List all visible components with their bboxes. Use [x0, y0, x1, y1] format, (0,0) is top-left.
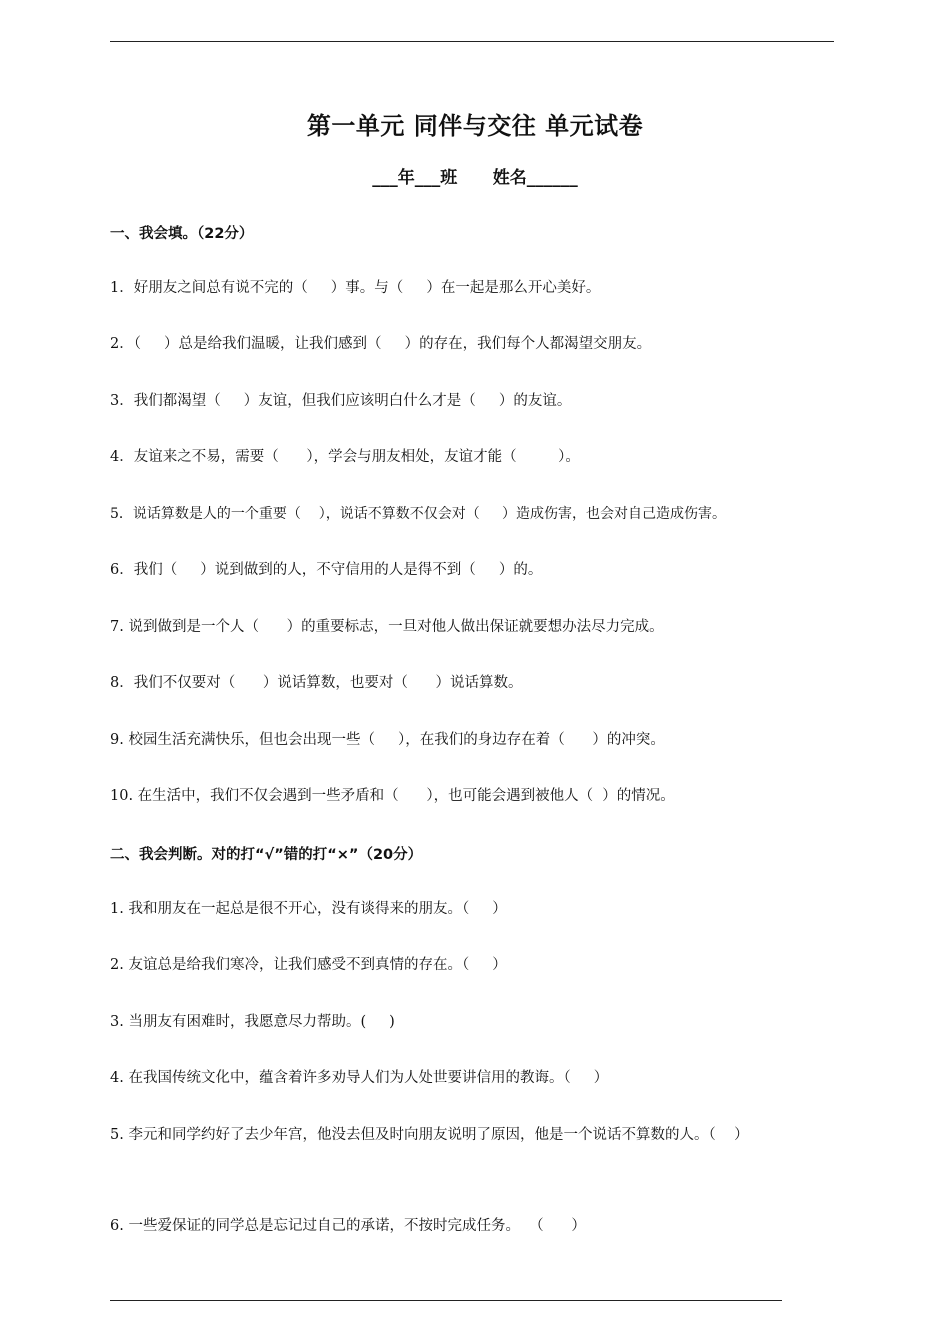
fill-question-10: 10. 在生活中，我们不仅会遇到一些矛盾和（ ），也可能会遇到被他人（ ）的情况。 [110, 788, 675, 804]
judge-question-3: 3. 当朋友有困难时，我愿意尽力帮助。( ) [110, 1014, 395, 1030]
fill-question-5: 5．说话算数是人的一个重要（ ），说话不算数不仅会对（ ）造成伤害，也会对自己造成伤害。 [110, 506, 726, 522]
fill-question-6: 6．我们（ ）说到做到的人，不守信用的人是得不到（ ）的。 [110, 562, 543, 578]
top-rule [110, 41, 834, 42]
student-info-line: ___年___班 姓名______ [372, 168, 578, 188]
judge-question-2: 2. 友谊总是给我们寒冷，让我们感受不到真情的存在。（ ） [110, 957, 507, 973]
fill-question-1: 1．好朋友之间总有说不完的（ ）事。与（ ）在一起是那么开心美好。 [110, 280, 601, 296]
section-1-heading: 一、我会填。（22分） [110, 226, 254, 242]
judge-question-5: 5. 李元和同学约好了去少年宫，他没去但及时向朋友说明了原因，他是一个说话不算数的人。（ ） [110, 1127, 749, 1143]
fill-question-3: 3．我们都渴望（ ）友谊，但我们应该明白什么才是（ ）的友谊。 [110, 393, 572, 409]
judge-question-1: 1. 我和朋友在一起总是很不开心，没有谈得来的朋友。（ ） [110, 901, 507, 917]
fill-question-4: 4．友谊来之不易，需要（ ），学会与朋友相处，友谊才能（ ）。 [110, 449, 580, 465]
fill-question-8: 8．我们不仅要对（ ）说话算数，也要对（ ）说话算数。 [110, 675, 523, 691]
bottom-rule [110, 1300, 782, 1301]
fill-question-2: 2．（ ）总是给我们温暖，让我们感到（ ）的存在，我们每个人都渴望交朋友。 [110, 336, 652, 352]
fill-question-7: 7. 说到做到是一个人（ ）的重要标志，一旦对他人做出保证就要想办法尽力完成。 [110, 619, 664, 635]
judge-question-6: 6. 一些爱保证的同学总是忘记过自己的承诺，不按时完成任务。 （ ） [110, 1218, 586, 1234]
section-2-heading: 二、我会判断。对的打“√”错的打“×”（20分） [110, 847, 423, 863]
page-title: 第一单元 同伴与交往 单元试卷 [306, 112, 644, 140]
fill-question-9: 9. 校园生活充满快乐，但也会出现一些（ ），在我们的身边存在着（ ）的冲突。 [110, 732, 665, 748]
judge-question-4: 4. 在我国传统文化中，蕴含着许多劝导人们为人处世要讲信用的教诲。（ ） [110, 1070, 609, 1086]
